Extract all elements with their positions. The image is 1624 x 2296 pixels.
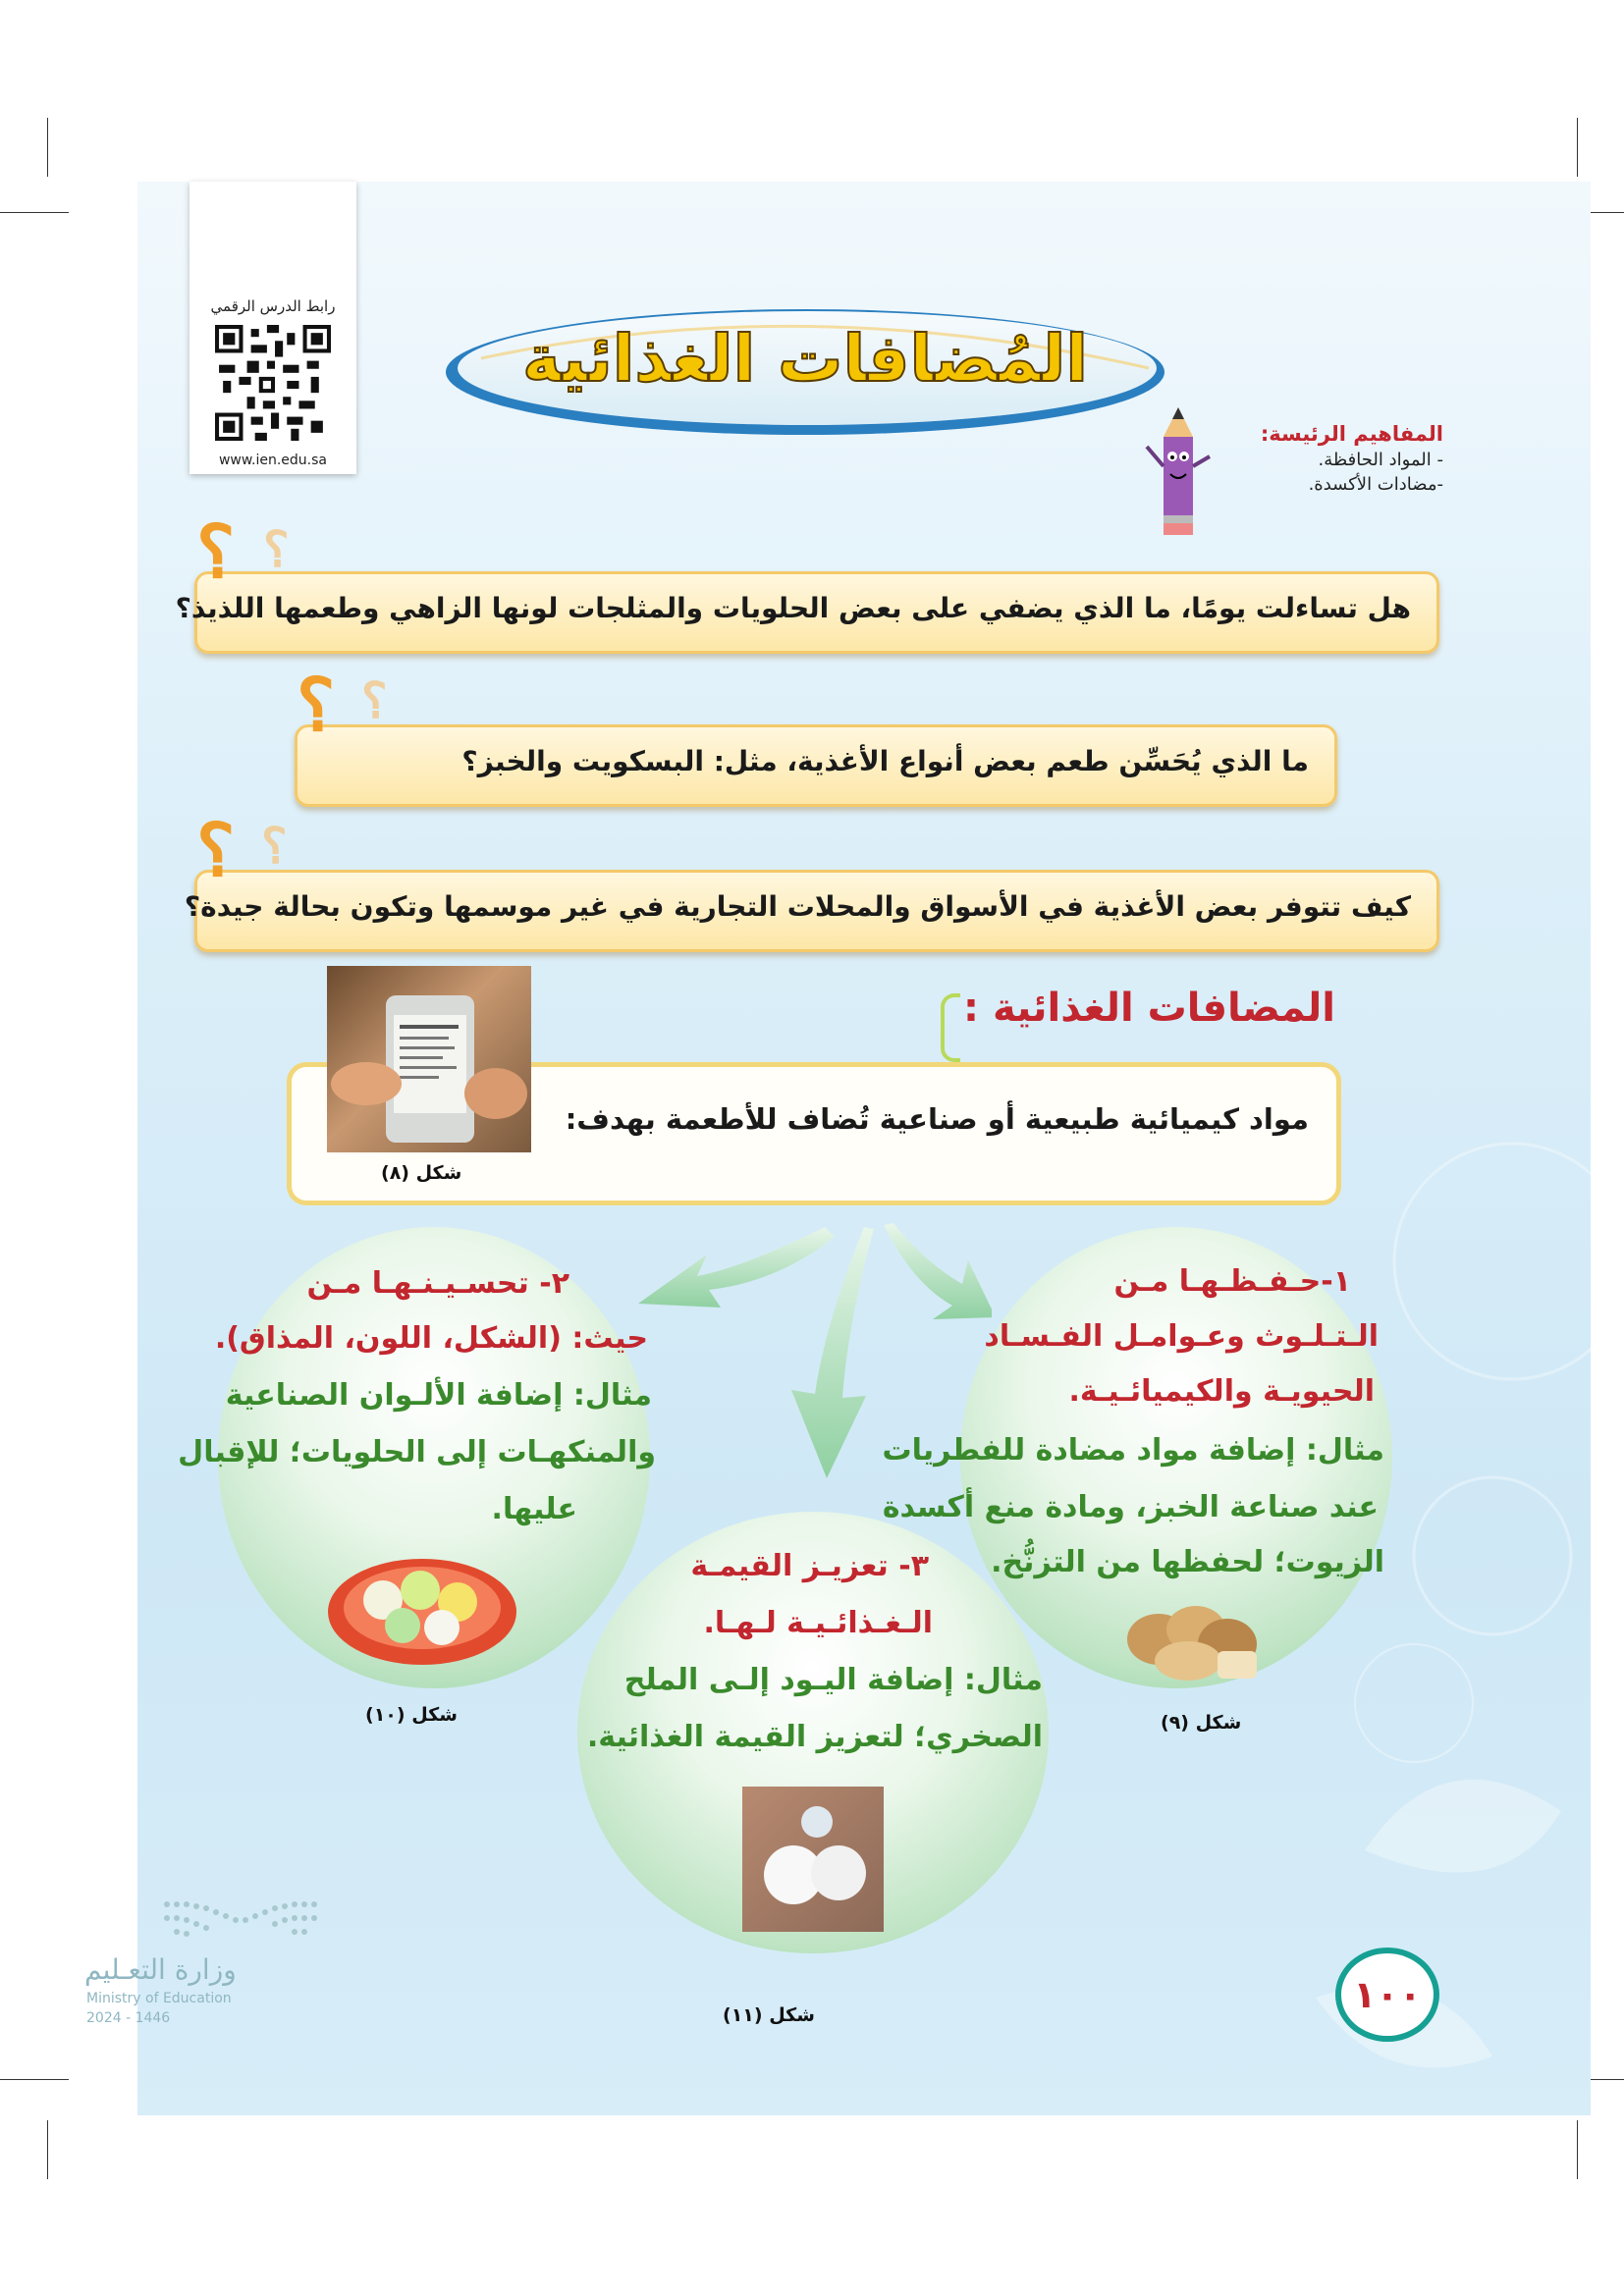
figure-caption: شكل (٩) (1161, 1712, 1242, 1734)
arrow-left-icon (638, 1227, 835, 1308)
goal-3-example: مثال: إضافة اليـود إلـى الملح (623, 1663, 1043, 1697)
ministry-year: 2024 - 1446 (86, 2010, 171, 2026)
arrow-down-icon (791, 1227, 874, 1478)
crop-mark (0, 212, 69, 213)
crop-mark (47, 118, 48, 177)
goal-1-line: الحيويـة والكيميائـيـة. (1068, 1374, 1375, 1409)
goal-3-title: ٣- تعزيـز القيمـة (690, 1549, 929, 1583)
qr-url[interactable]: www.ien.edu.sa (218, 453, 328, 468)
goal-2-example: مثال: إضافة الألـوان الصناعية (225, 1378, 652, 1413)
question-box (175, 571, 1439, 654)
question-text: كيف تتوفر بعض الأغذية في الأسواق والمحلات التجارية في غير موسمها وتكون بحالة جيدة؟ (184, 890, 1411, 923)
question-text: ما الذي يُحَسِّن طعم بعض أنواع الأغذية، مثل: البسكويت والخبز؟ (461, 745, 1309, 777)
crop-mark (47, 2120, 48, 2179)
goal-1-title: ١-حـفـظـهـا مـن (1113, 1264, 1351, 1299)
page-number: ١٠٠ (1335, 1948, 1439, 2042)
figure-caption: شكل (٨) (381, 1162, 462, 1184)
ministry-logo-icon (157, 1895, 324, 1953)
key-concept-item: -مضادات الأكسدة. (1308, 474, 1443, 495)
bread-image (1119, 1590, 1267, 1688)
qr-code-icon[interactable] (215, 325, 331, 441)
question-mark-icon: ؟ (196, 510, 236, 595)
crop-mark (1577, 2120, 1578, 2179)
goal-1-line: الـتـلـوث وعـوامـل الفـسـاد (984, 1319, 1379, 1354)
goal-3-example: الصخري؛ لتعزيز القيمة الغذائية. (586, 1720, 1043, 1754)
question-text: هل تساءلت يومًا، ما الذي يضفي على بعض الحلويات والمثلجات لونها الزاهي وطعمها اللذيذ؟ (175, 592, 1411, 624)
crop-mark (1577, 118, 1578, 177)
figure-caption: شكل (١١) (723, 2004, 815, 2026)
question-mark-icon: ؟ (263, 520, 290, 578)
goal-3-line: الـغـذائـيـة لـهـا. (703, 1606, 933, 1640)
title-banner (442, 299, 1168, 445)
qr-caption: رابط الدرس الرقمي (210, 297, 336, 315)
question-mark-icon: ؟ (261, 817, 288, 875)
question-mark-icon: ؟ (361, 671, 388, 729)
ministry-name-en: Ministry of Education (86, 1991, 232, 2006)
sweets-image (324, 1551, 520, 1669)
goal-2-title: ٢- تحسـيـنـهـا مـن (306, 1266, 569, 1301)
figure-caption: شكل (١٠) (365, 1704, 458, 1726)
goal-2-example: عليها. (491, 1492, 577, 1526)
key-concept-item: - المواد الحافظة. (1318, 450, 1443, 470)
goal-2-example: والمنكهـات إلى الحلويات؛ للإقبال (178, 1435, 656, 1469)
salt-image (742, 1787, 884, 1932)
question-box (184, 870, 1439, 952)
food-can-label-image (327, 966, 531, 1152)
key-concepts-heading: المفاهيم الرئيسة: (1260, 422, 1443, 446)
goal-2-line: حيث: (الشكل، اللون، المذاق). (214, 1321, 648, 1356)
definition-heading: المضافات الغذائية : (963, 986, 1335, 1031)
goal-1-example: الزيوت؛ لحفظها من التزنُّخ. (991, 1545, 1384, 1579)
qr-code-card[interactable] (189, 182, 356, 474)
arrow-right-icon (884, 1223, 992, 1319)
definition-text: مواد كيميائية طبيعية أو صناعية تُضاف للأطعمة بهدف: (565, 1102, 1309, 1136)
crop-mark (0, 2079, 69, 2080)
goal-1-example: مثال: إضافة مواد مضادة للفطريات (882, 1433, 1384, 1468)
figure-8-image (327, 966, 531, 1152)
question-mark-icon: ؟ (297, 664, 336, 748)
key-concepts (1227, 422, 1443, 495)
question-mark-icon: ؟ (196, 809, 236, 893)
ministry-name-ar: وزارة التعـليم (84, 1953, 237, 1986)
page-title: المُضافات الغذائية (522, 321, 1088, 397)
question-box (295, 724, 1337, 807)
goal-1-example: عند صناعة الخبز، ومادة منع أكسدة (882, 1490, 1379, 1524)
pencil-mascot-icon (1139, 398, 1218, 545)
